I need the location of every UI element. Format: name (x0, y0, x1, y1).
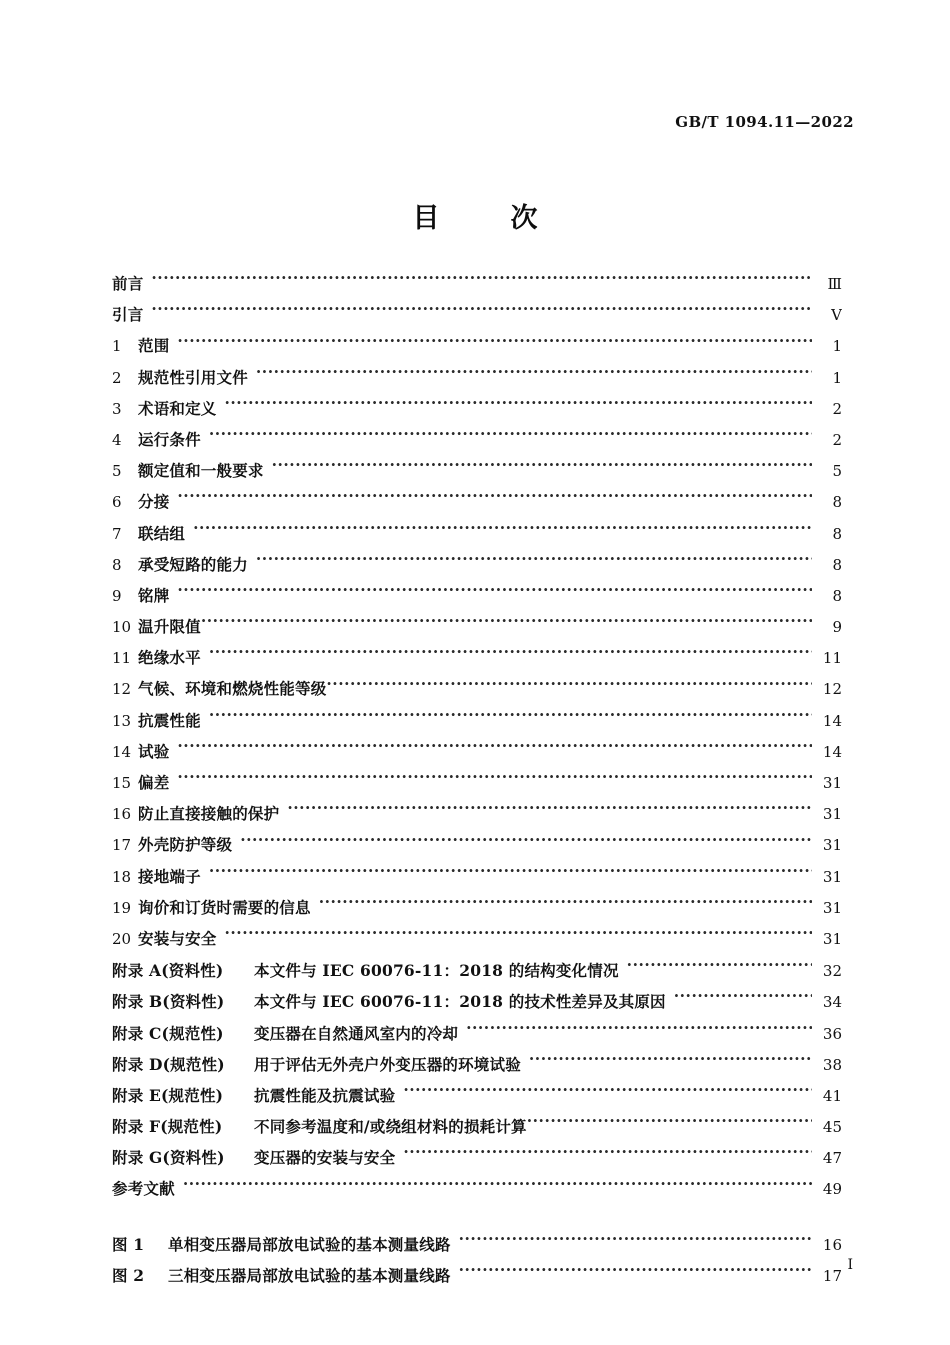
toc-entry-annex-b[interactable] (112, 990, 842, 1021)
leader-dots (177, 336, 812, 352)
leader-dots (466, 1023, 812, 1039)
toc-entry-label: 铭牌 (138, 585, 170, 605)
toc-entry-label: 外壳防护等级 (138, 835, 233, 855)
leader-dots (527, 1117, 812, 1133)
toc-entry-annex-d[interactable] (112, 1053, 842, 1084)
toc-entry-page: 9 (832, 618, 842, 637)
toc-entry-clause-18[interactable] (112, 865, 842, 896)
toc-entry-label: 不同参考温度和/或绕组材料的损耗计算 (254, 1117, 527, 1137)
toc-entry-label: 绝缘水平 (138, 648, 201, 668)
leader-dots (225, 928, 812, 944)
leader-dots (403, 1148, 812, 1164)
toc-entry-number: 15 (112, 774, 132, 792)
toc-entry-label: 联结组 (138, 523, 186, 543)
toc-entry-figure-2[interactable] (112, 1264, 842, 1295)
toc-entry-annex-a[interactable] (112, 959, 842, 990)
toc-entry-clause-14[interactable] (112, 740, 842, 771)
toc-entry-number: 9 (112, 586, 122, 605)
toc-entry-label: 单相变压器局部放电试验的基本测量线路 (168, 1234, 451, 1254)
toc-entry-number: 4 (112, 430, 122, 449)
leader-dots (209, 710, 812, 726)
toc-entry-clause-9[interactable] (112, 584, 842, 615)
toc-entry-clause-1[interactable] (112, 334, 842, 365)
toc-entry-clause-10[interactable] (112, 615, 842, 646)
toc-figure-number: 图 1 (112, 1234, 145, 1254)
toc-entry-clause-16[interactable] (112, 802, 842, 833)
toc-entry-label: 术语和定义 (138, 398, 217, 418)
toc-entry-page: 41 (822, 1086, 842, 1105)
leader-dots (209, 429, 812, 445)
toc-entry-label: 接地端子 (138, 866, 201, 886)
toc-entry-label: 安装与安全 (138, 928, 217, 948)
toc-entry-clause-12[interactable] (112, 677, 842, 708)
toc-entry-number: 11 (112, 649, 132, 668)
toc-entry-annex-f[interactable] (112, 1115, 842, 1146)
toc-entry-annex-g[interactable] (112, 1146, 842, 1177)
leader-dots (151, 305, 812, 321)
toc-entry-clause-2[interactable] (112, 366, 842, 397)
leader-dots (529, 1054, 812, 1070)
toc-entry-page: 11 (822, 649, 842, 668)
toc-entry-page: 31 (822, 774, 842, 792)
toc-entry-page: 17 (822, 1266, 842, 1285)
toc-entry-label: 前言 (112, 274, 144, 293)
toc-entry-page: 1 (832, 337, 842, 356)
toc-entry-label: 额定值和一般要求 (138, 461, 264, 481)
toc-annex-prefix: 附录 C(规范性) (112, 1023, 224, 1043)
toc-annex-prefix: 附录 D(规范性) (112, 1054, 225, 1074)
toc-entry-page: 31 (822, 836, 842, 855)
toc-entry-front-matter[interactable] (112, 303, 842, 334)
toc-figure-number: 图 2 (112, 1265, 145, 1285)
toc-entry-number: 6 (112, 493, 122, 512)
toc-entry-annex-c[interactable] (112, 1022, 842, 1053)
leader-dots (193, 523, 812, 539)
leader-dots (177, 492, 812, 508)
toc-entry-clause-5[interactable] (112, 459, 842, 490)
toc-entry-number: 8 (112, 555, 122, 574)
toc-entry-number: 13 (112, 711, 132, 730)
toc-entry-page: 31 (822, 929, 842, 948)
toc-entry-label: 分接 (138, 492, 170, 512)
leader-dots (627, 961, 812, 977)
toc-entry-number: 10 (112, 618, 132, 637)
toc-entry-page: 8 (832, 524, 842, 543)
toc-entry-page: 34 (822, 993, 842, 1012)
leader-dots (209, 866, 812, 882)
toc-entry-clause-13[interactable] (112, 709, 842, 740)
toc-annex-prefix: 附录 G(资料性) (112, 1148, 225, 1168)
toc-entry-label: 范围 (138, 336, 170, 356)
leader-dots (674, 992, 812, 1008)
toc-entry-page: 45 (822, 1118, 842, 1137)
toc-entry-clause-15[interactable] (112, 771, 842, 802)
toc-entry-clause-19[interactable] (112, 896, 842, 927)
toc-entry-number: 19 (112, 898, 132, 917)
toc-entry-page: 14 (822, 742, 842, 761)
toc-entry-label: 三相变压器局部放电试验的基本测量线路 (168, 1265, 451, 1285)
toc-entry-label: 询价和订货时需要的信息 (138, 897, 311, 917)
toc-entry-page: 2 (832, 399, 842, 418)
page-title: 目 次 (412, 203, 560, 234)
toc-entry-number: 17 (112, 836, 132, 855)
toc-entry-number: 7 (112, 524, 122, 543)
toc-entry-page: 32 (822, 962, 842, 981)
toc-annex-prefix: 附录 F(规范性) (112, 1117, 223, 1137)
toc-entry-label: 温升限值 (138, 617, 201, 637)
toc-entry-label: 规范性引用文件 (138, 367, 248, 387)
leader-dots (326, 679, 812, 695)
toc-entry-clause-8[interactable] (112, 553, 842, 584)
leader-dots (459, 1265, 812, 1281)
toc-entry-page: 14 (822, 711, 842, 730)
toc-entry-label: 防止直接接触的保护 (138, 804, 280, 824)
leader-dots (272, 461, 812, 477)
toc-entry-label: 用于评估无外壳户外变压器的环境试验 (254, 1054, 521, 1074)
toc-entry-page: 31 (822, 867, 842, 886)
leader-dots (177, 741, 812, 757)
page-folio: I (847, 1257, 853, 1273)
toc-entry-label: 试验 (138, 741, 170, 761)
toc-entry-clause-20[interactable] (112, 927, 842, 958)
toc-entry-label: 承受短路的能力 (138, 554, 248, 574)
leader-dots (256, 367, 812, 383)
toc-entry-clause-3[interactable] (112, 397, 842, 428)
toc-entry-label: 变压器在自然通风室内的冷却 (254, 1023, 459, 1043)
leader-dots (225, 398, 812, 414)
leader-dots (177, 585, 812, 601)
toc-entry-label: 气候、环境和燃烧性能等级 (138, 679, 327, 699)
toc-entry-number: 20 (112, 929, 132, 948)
toc-entry-references[interactable] (112, 1177, 842, 1208)
toc-entry-label: 抗震性能及抗震试验 (254, 1085, 396, 1105)
toc-entry-label: 参考文献 (112, 1179, 175, 1199)
toc-entry-number: 2 (112, 368, 122, 387)
toc-entry-page: 47 (822, 1149, 842, 1168)
toc-entry-page: 8 (832, 493, 842, 512)
toc-entry-label: 抗震性能 (138, 710, 201, 730)
toc-entry-label: 引言 (112, 305, 144, 325)
toc-entry-label: 偏差 (138, 773, 170, 792)
toc-entry-clause-17[interactable] (112, 833, 842, 864)
toc-entry-page: Ⅲ (827, 275, 842, 293)
toc-entry-page: Ⅴ (831, 306, 842, 325)
standard-number-header: GB/T 1094.11—2022 (675, 113, 854, 131)
toc-entry-page: 2 (832, 430, 842, 449)
toc-entry-page: 8 (832, 586, 842, 605)
toc-entry-page: 5 (832, 462, 842, 481)
toc-entry-page: 31 (822, 898, 842, 917)
leader-dots (256, 554, 812, 570)
toc-entry-number: 14 (112, 742, 132, 761)
leader-dots (151, 274, 812, 290)
toc-entry-figure-1[interactable] (112, 1233, 842, 1264)
toc-entry-label: 变压器的安装与安全 (254, 1148, 396, 1168)
leader-dots (209, 648, 812, 664)
toc-annex-prefix: 附录 E(规范性) (112, 1085, 224, 1105)
toc-entry-page: 38 (822, 1055, 842, 1074)
leader-dots (201, 617, 812, 633)
toc-entry-front-matter[interactable] (112, 272, 842, 303)
table-of-contents (112, 272, 842, 1295)
leader-dots (287, 804, 812, 820)
toc-entry-page: 16 (822, 1235, 842, 1254)
toc-entry-number: 1 (112, 337, 122, 356)
toc-entry-page: 49 (822, 1180, 842, 1199)
toc-entry-number: 3 (112, 399, 122, 418)
toc-entry-page: 36 (822, 1024, 842, 1043)
toc-entry-number: 16 (112, 805, 132, 824)
toc-entry-number: 12 (112, 680, 132, 699)
toc-annex-prefix: 附录 B(资料性) (112, 992, 225, 1012)
leader-dots (183, 1179, 812, 1195)
toc-entry-annex-e[interactable] (112, 1084, 842, 1115)
toc-entry-label: 运行条件 (138, 429, 201, 449)
leader-dots (459, 1234, 812, 1250)
toc-entry-clause-7[interactable] (112, 522, 842, 553)
toc-annex-prefix: 附录 A(资料性) (112, 961, 224, 981)
toc-entry-number: 18 (112, 867, 132, 886)
toc-entry-page: 8 (832, 555, 842, 574)
toc-entry-page: 12 (822, 680, 842, 699)
toc-entry-page: 1 (832, 368, 842, 387)
toc-entry-number: 5 (112, 462, 122, 481)
leader-dots (403, 1085, 812, 1101)
toc-entry-clause-4[interactable] (112, 428, 842, 459)
toc-entry-label: 本文件与 IEC 60076-11：2018 的技术性差异及其原因 (254, 992, 666, 1012)
leader-dots (319, 897, 812, 913)
toc-entry-clause-6[interactable] (112, 490, 842, 521)
leader-dots (177, 773, 812, 789)
toc-entry-clause-11[interactable] (112, 646, 842, 677)
leader-dots (240, 835, 812, 851)
toc-entry-page: 31 (822, 805, 842, 824)
toc-entry-label: 本文件与 IEC 60076-11：2018 的结构变化情况 (254, 961, 619, 981)
